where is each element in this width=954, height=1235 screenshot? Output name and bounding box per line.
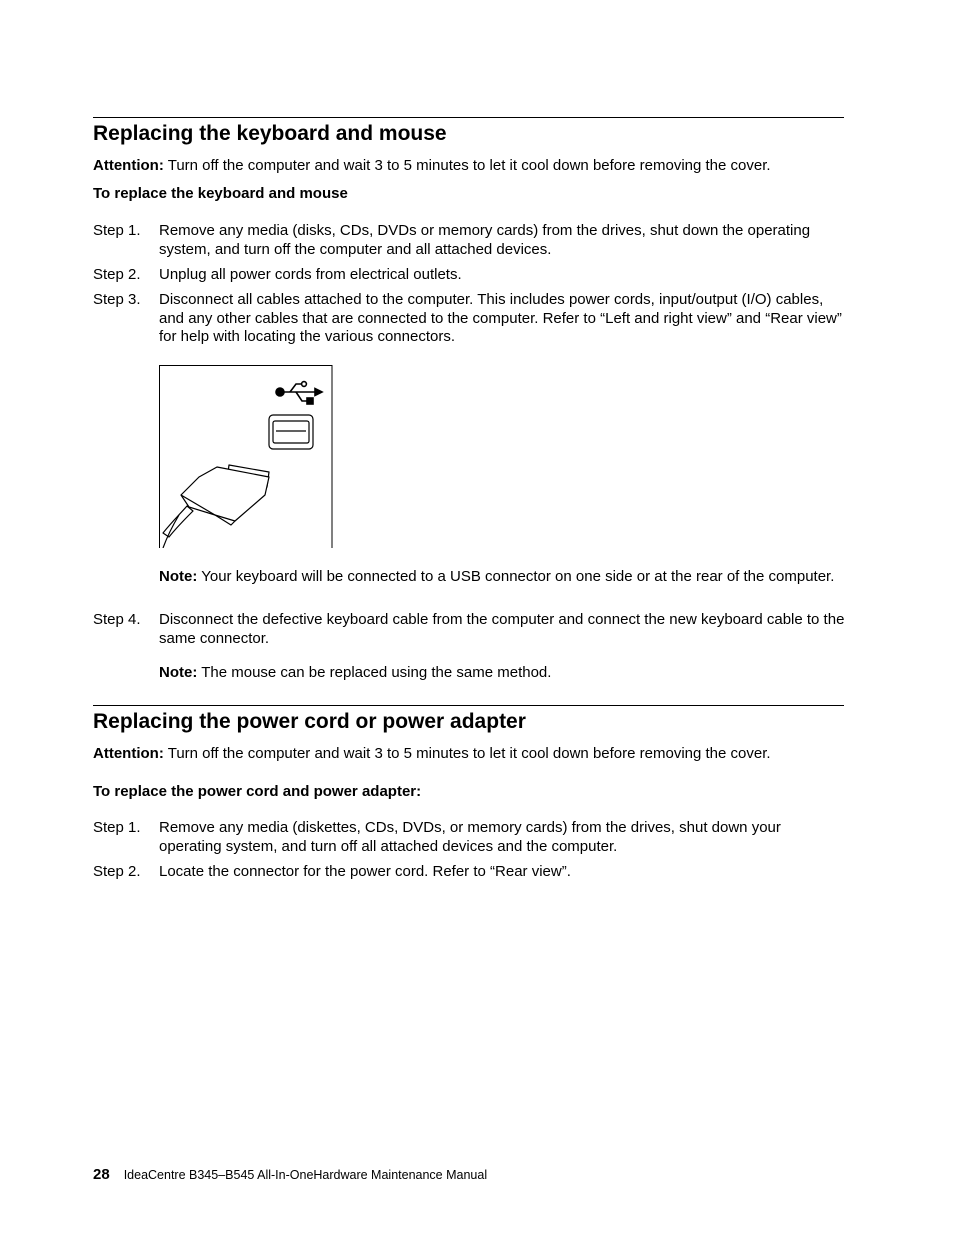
step-text: Unplug all power cords from electrical outlets. xyxy=(159,266,462,283)
note-paragraph xyxy=(159,568,849,587)
attention-paragraph xyxy=(93,156,848,175)
step-text: Remove any media (disks, CDs, DVDs or memory cards) from the drives, shut down the operating system, and turn off the computer and all attached devices. xyxy=(159,222,811,258)
page-footer xyxy=(93,1167,487,1183)
section-divider xyxy=(93,705,844,706)
step-text: Remove any media (diskettes, CDs, DVDs, or memory cards) from the drives, shut down your operating system, and turn off all attached devices and the computer. xyxy=(159,819,781,855)
step-text: Disconnect the defective keyboard cable from the computer and connect the new keyboard cable to the same connector. xyxy=(159,611,845,647)
procedure-heading: To replace the power cord and power adapter: xyxy=(93,783,422,800)
usb-connector-figure xyxy=(159,365,333,548)
note-text: The mouse can be replaced using the same method. xyxy=(197,664,552,681)
document-title: IdeaCentre B345–B545 All-In-OneHardware Maintenance Manual xyxy=(123,1168,488,1182)
attention-label: Attention: xyxy=(93,745,164,762)
step-number: Step 3. xyxy=(93,291,141,308)
usb-plug-icon xyxy=(163,465,269,548)
usb-connector-icon xyxy=(159,365,333,548)
attention-paragraph xyxy=(93,744,848,763)
step-text: Locate the connector for the power cord. Refer to “Rear view”. xyxy=(159,863,571,880)
step-number: Step 1. xyxy=(93,819,141,836)
note-label: Note: xyxy=(159,664,198,681)
page-number: 28 xyxy=(93,1166,110,1183)
procedure-heading: To replace the keyboard and mouse xyxy=(93,185,348,202)
section-title: Replacing the keyboard and mouse xyxy=(93,122,447,145)
section-divider xyxy=(93,117,844,118)
section-title: Replacing the power cord or power adapter xyxy=(93,710,526,733)
attention-text: Turn off the computer and wait 3 to 5 minutes to let it cool down before removing the cover. xyxy=(163,157,771,174)
note-text: Your keyboard will be connected to a USB connector on one side or at the rear of the computer. xyxy=(197,568,835,585)
step-number: Step 2. xyxy=(93,266,141,283)
attention-label: Attention: xyxy=(93,157,164,174)
step-number: Step 2. xyxy=(93,863,141,880)
note-paragraph xyxy=(159,664,849,683)
step-number: Step 1. xyxy=(93,222,141,239)
step-text: Disconnect all cables attached to the computer. This includes power cords, input/output (I/O) cables, and any other cables that are connected to the computer. Refer to “Left and right view” and “Rear view” for help with locating the various connectors. xyxy=(159,291,842,345)
usb-port-icon xyxy=(269,415,313,449)
note-label: Note: xyxy=(159,568,198,585)
step-number: Step 4. xyxy=(93,611,141,628)
usb-symbol-icon xyxy=(276,382,322,404)
attention-text: Turn off the computer and wait 3 to 5 minutes to let it cool down before removing the cover. xyxy=(163,745,771,762)
